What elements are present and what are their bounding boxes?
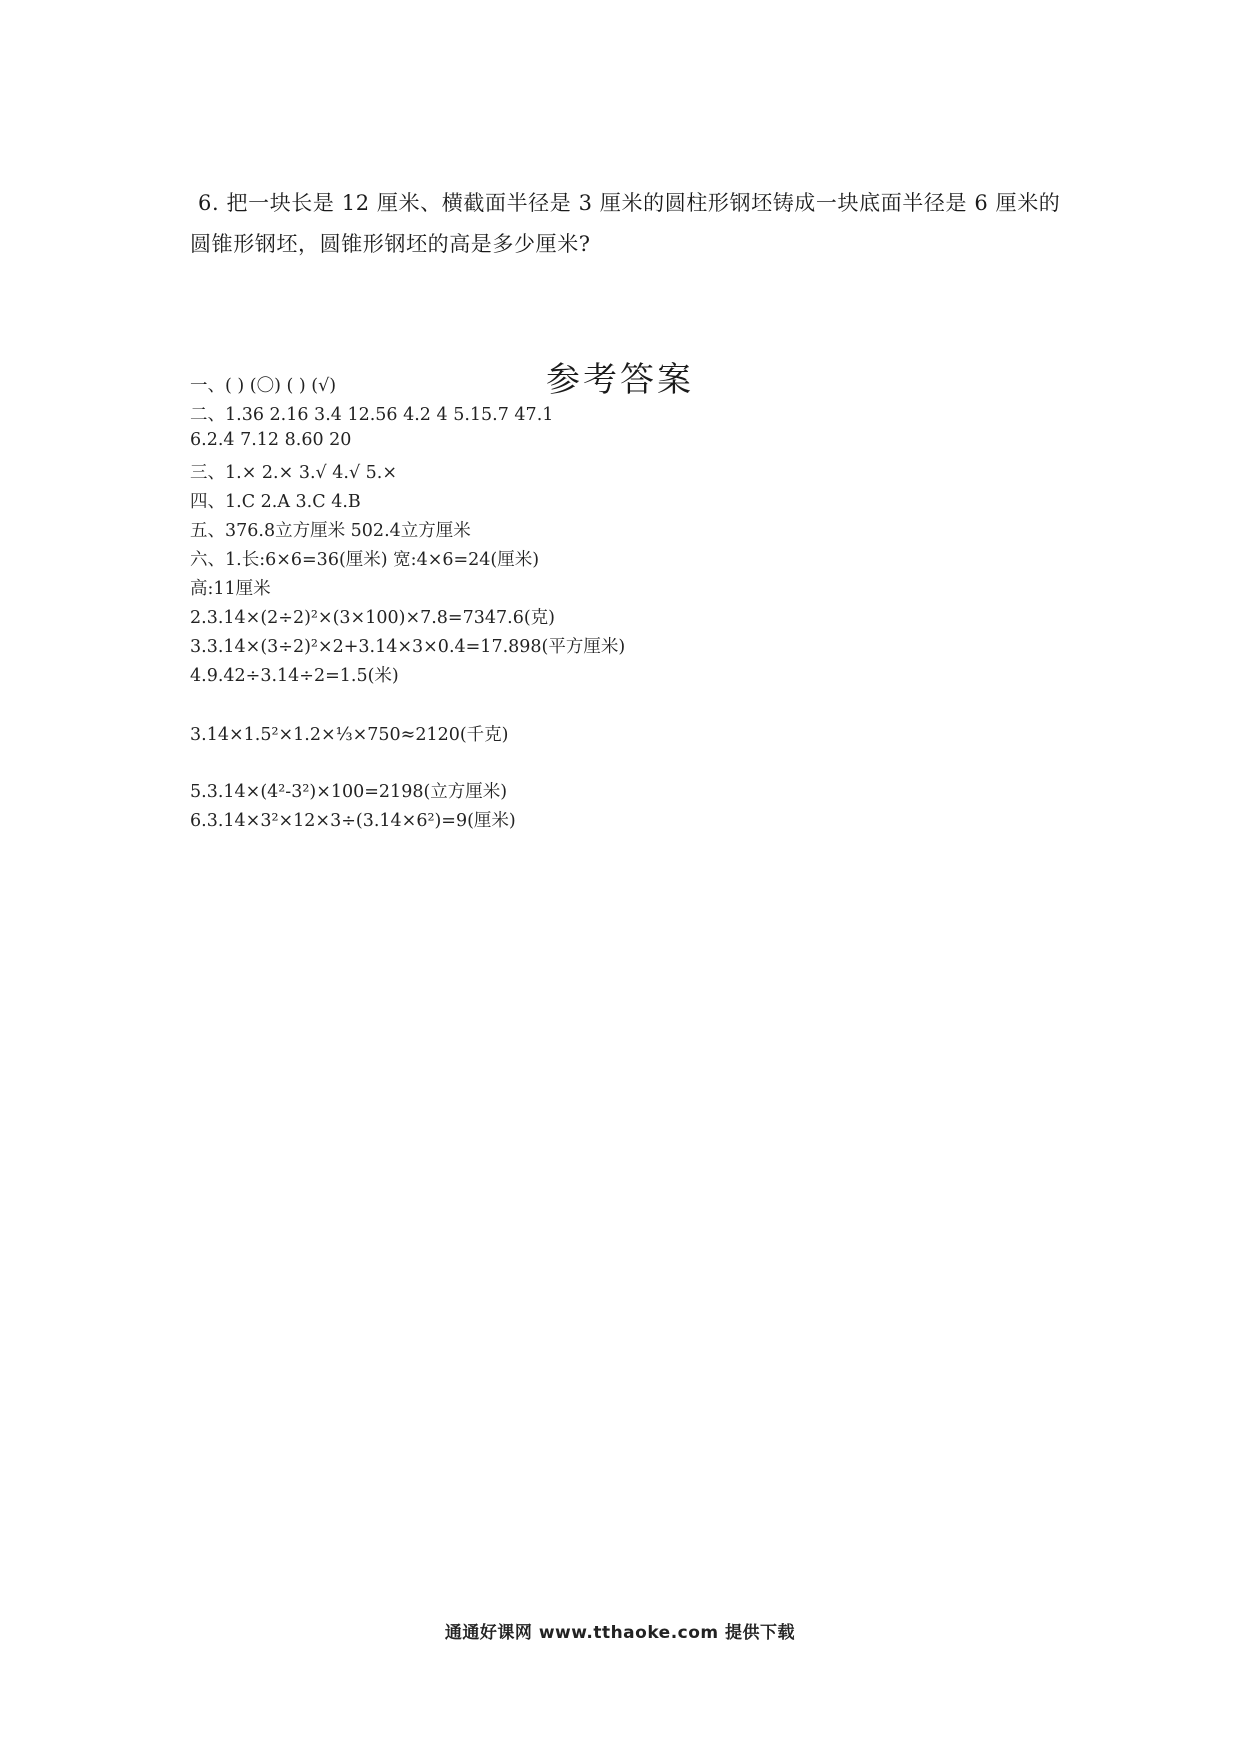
answer-key-title: 参考答案 [546,360,694,400]
answer-line-5: 四、1.C 2.A 3.C 4.B [190,492,361,512]
question-6: 6. 把一块长是 12 厘米、横截面半径是 3 厘米的圆柱形钢坯铸成一块底面半径是 6 厘米的圆锥形钢坯，圆锥形钢坯的高是多少厘米? [190,191,1061,256]
answer-line-8: 高:11厘米 [190,579,271,599]
answer-line-4: 三、1.× 2.× 3.√ 4.√ 5.× [190,463,398,483]
answer-line-1: 一、( ) (〇) ( ) (√) [190,376,337,396]
answer-line-7: 六、1.长:6×6=36(厘米) 宽:4×6=24(厘米) [190,550,540,570]
answer-line-13: 5.3.14×(4²-3²)×100=2198(立方厘米) [190,782,508,802]
answer-line-6: 五、376.8立方厘米 502.4立方厘米 [190,521,471,541]
answer-line-10: 3.3.14×(3÷2)²×2+3.14×3×0.4=17.898(平方厘米) [190,637,626,657]
answer-line-3: 6.2.4 7.12 8.60 20 [190,430,352,450]
answer-line-2: 二、1.36 2.16 3.4 12.56 4.2 4 5.15.7 47.1 [190,405,554,425]
answer-line-12: 3.14×1.5²×1.2×⅓×750≈2120(千克) [190,725,509,745]
answer-line-11: 4.9.42÷3.14÷2=1.5(米) [190,666,399,686]
answer-line-14: 6.3.14×3²×12×3÷(3.14×6²)=9(厘米) [190,811,516,831]
footer-source: 通通好课网 www.tthaoke.com 提供下载 [444,1623,796,1643]
answer-line-9: 2.3.14×(2÷2)²×(3×100)×7.8=7347.6(克) [190,608,555,628]
